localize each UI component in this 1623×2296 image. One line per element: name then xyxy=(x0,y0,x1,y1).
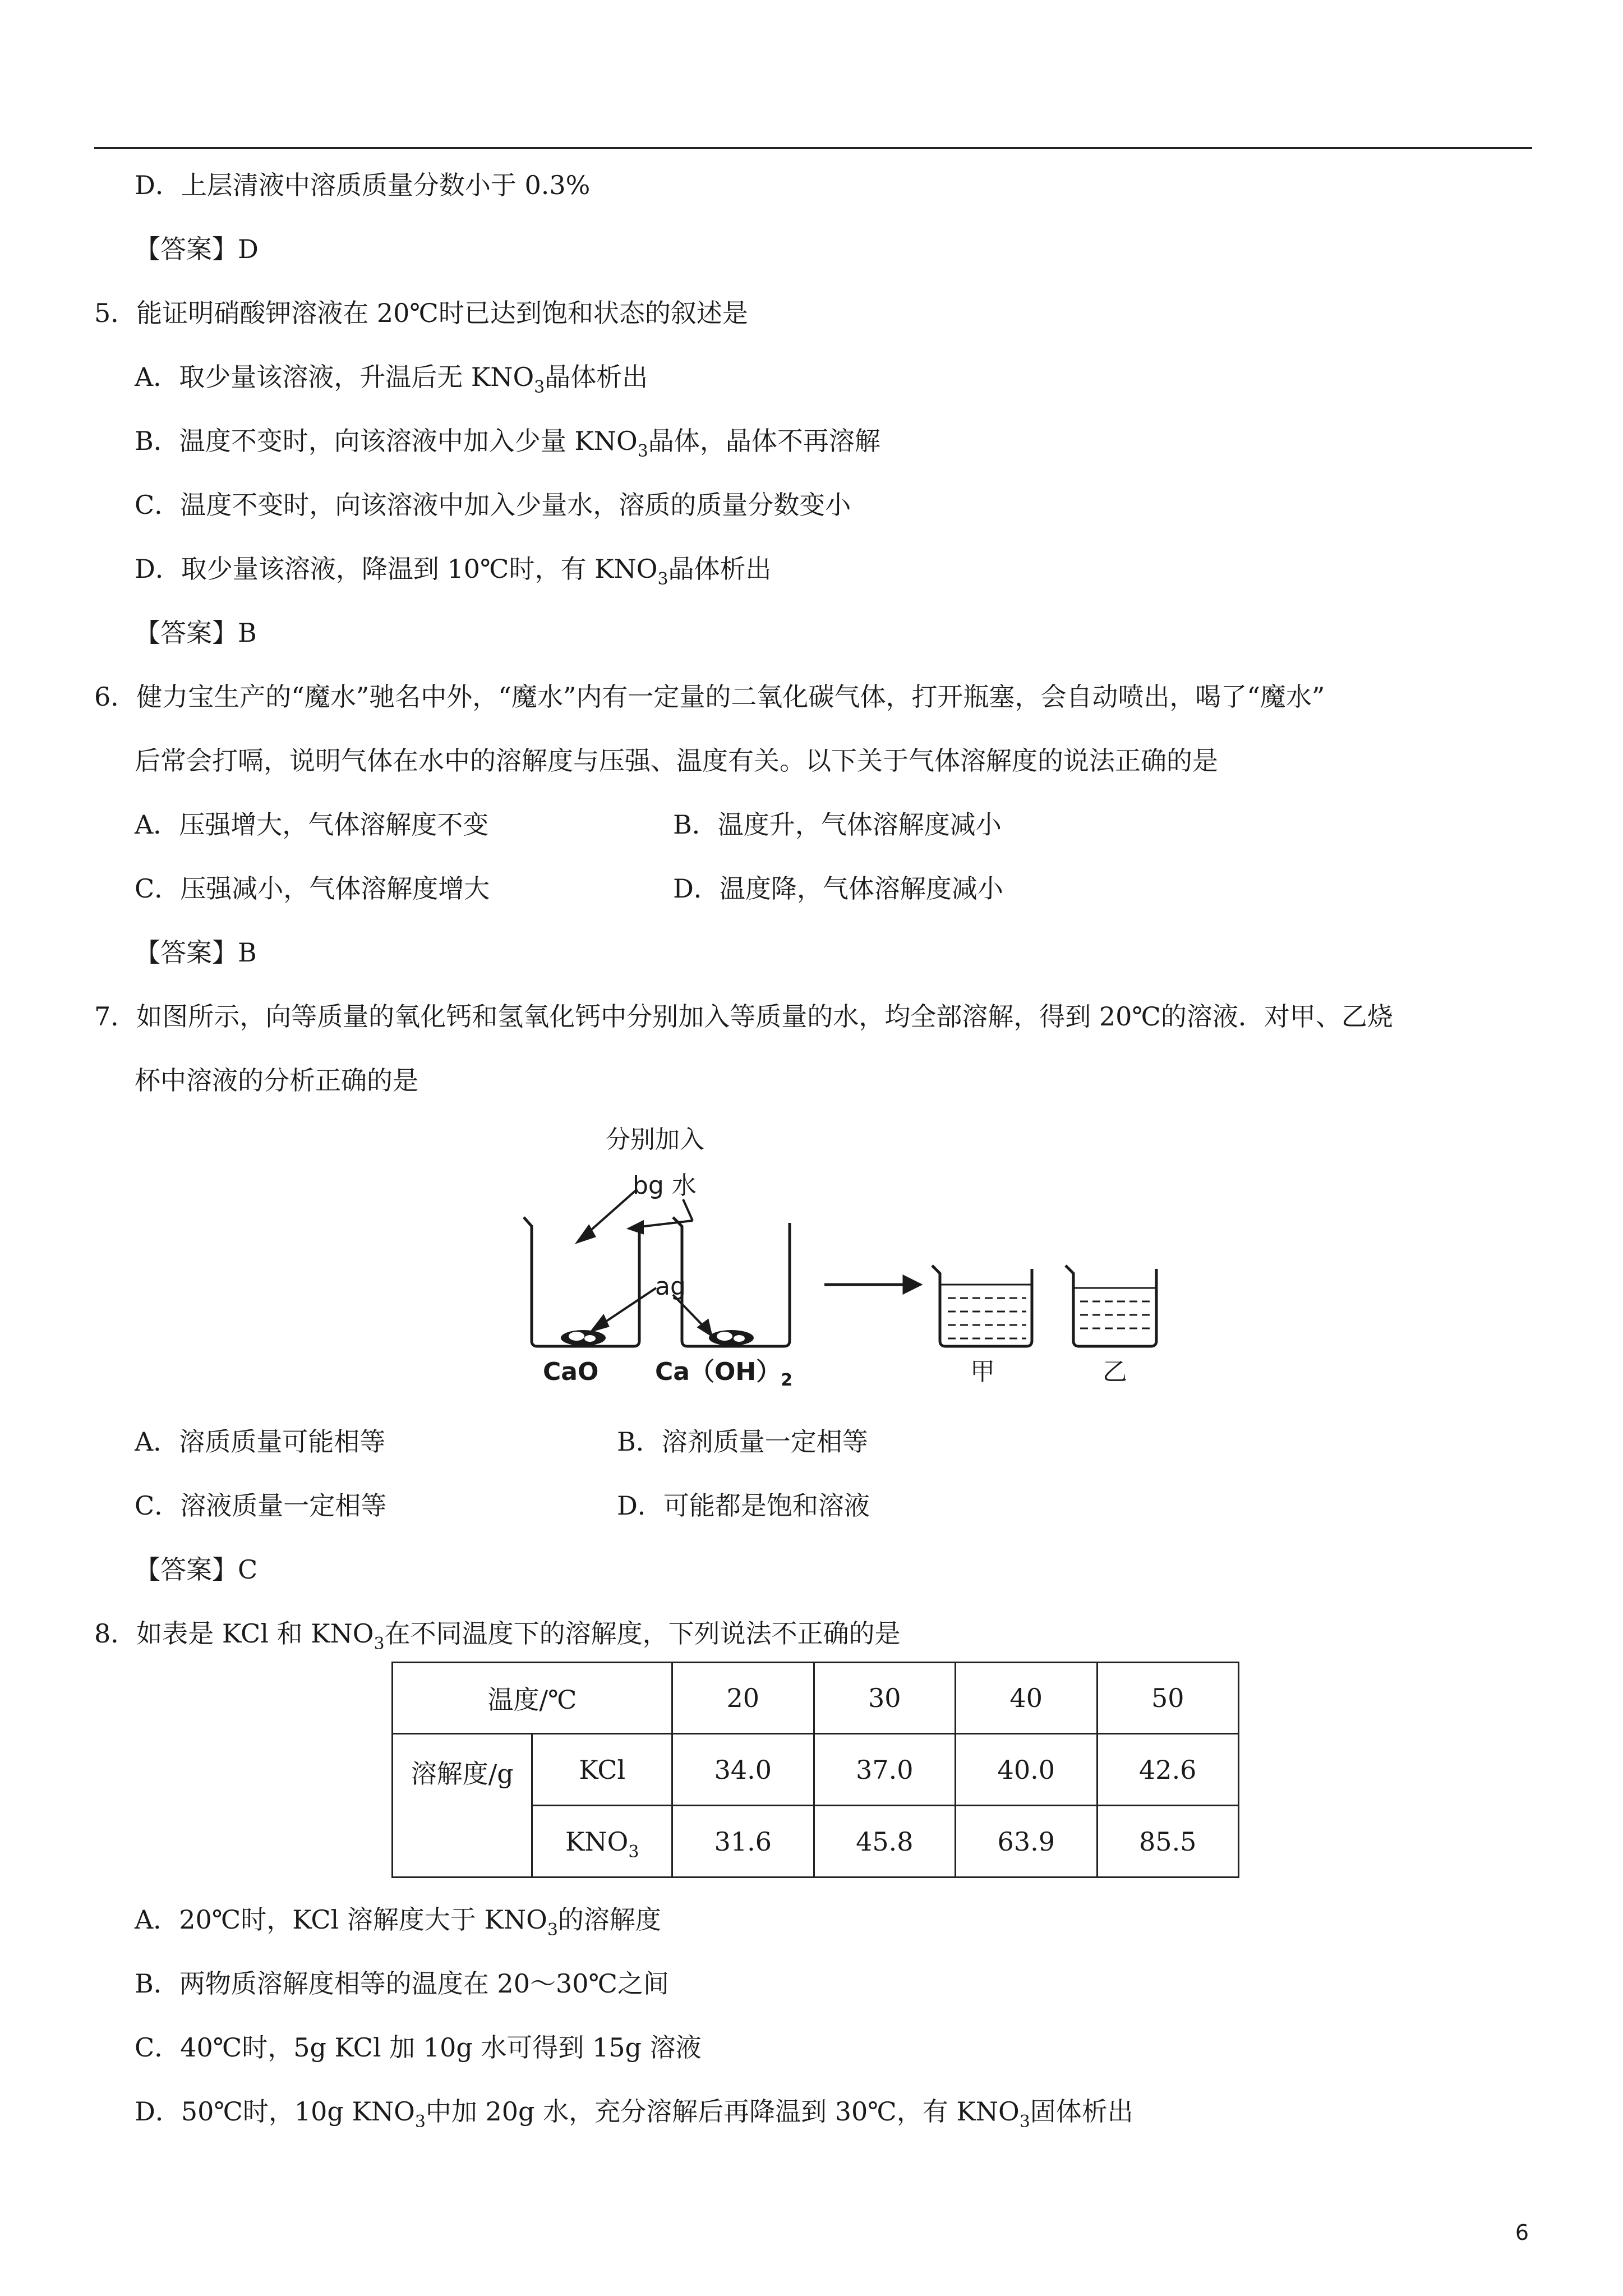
temp-cell: 40 xyxy=(956,1663,1097,1734)
q7-answer: 【答案】C xyxy=(135,1554,258,1585)
q5-option-a: A．取少量该溶液，升温后无 $KNO_3$晶体析出 xyxy=(135,362,648,397)
q6-option-a: A．压强增大，气体溶解度不变 xyxy=(135,809,489,840)
kcl-value-cell: 34.0 xyxy=(672,1734,814,1806)
q7-stem-line2: 杯中溶液的分析正确的是 xyxy=(135,1065,418,1096)
label-cao: CaO xyxy=(543,1358,599,1386)
q4-option-d: D．上层清液中溶质质量分数小于 0.3% xyxy=(135,170,591,200)
q5-option-d: D．取少量该溶液，降温到 10℃时，有 $KNO_3$晶体析出 xyxy=(135,554,772,589)
label-jia: 甲 xyxy=(970,1358,995,1386)
q6-answer: 【答案】B xyxy=(135,937,257,968)
q7-figure xyxy=(505,1116,1189,1397)
q7-option-a: A．溶质质量可能相等 xyxy=(135,1427,386,1457)
beaker-diagram xyxy=(505,1116,1189,1397)
label-yi: 乙 xyxy=(1103,1358,1127,1386)
q5-option-c: C．温度不变时，向该溶液中加入少量水，溶质的质量分数变小 xyxy=(135,490,851,520)
process-arrow xyxy=(824,1277,920,1292)
q5-stem: 5．能证明硝酸钾溶液在 20℃时已达到饱和状态的叙述是 xyxy=(94,298,748,328)
q5-option-b: B．温度不变时，向该溶液中加入少量 $KNO_3$晶体，晶体不再溶解 xyxy=(135,426,880,461)
table-row xyxy=(393,1734,1239,1806)
cao-solid xyxy=(561,1330,606,1346)
label-caoh2: $Ca(OH)_2$ xyxy=(655,1358,793,1390)
beaker-yi xyxy=(1066,1266,1156,1346)
figure-title: 分别加入 xyxy=(606,1125,704,1154)
q8-option-c: C．40℃时，5g KCl 加 10g 水可得到 15g 溶液 xyxy=(135,2032,702,2063)
yi-solution xyxy=(1080,1301,1151,1328)
beaker-jia xyxy=(932,1266,1032,1346)
table-row xyxy=(393,1663,1239,1734)
q8-option-b: B．两物质溶解度相等的温度在 20～30℃之间 xyxy=(135,1968,669,1999)
solubility-header-cell: 溶解度/g xyxy=(393,1734,532,1878)
kno3-value-cell: 85.5 xyxy=(1097,1806,1239,1878)
jia-solution xyxy=(948,1298,1026,1338)
kcl-value-cell: 37.0 xyxy=(814,1734,955,1806)
kno3-value-cell: 45.8 xyxy=(814,1806,955,1878)
q7-option-b: B．溶剂质量一定相等 xyxy=(617,1427,868,1457)
header-rule xyxy=(94,147,1532,149)
temp-cell: 50 xyxy=(1097,1663,1239,1734)
kcl-value-cell: 40.0 xyxy=(956,1734,1097,1806)
q8-option-a: A．20℃时，KCl 溶解度大于 $KNO_3$的溶解度 xyxy=(135,1904,661,1940)
kno3-value-cell: 63.9 xyxy=(956,1806,1097,1878)
water-label: bg 水 xyxy=(633,1171,697,1200)
kno3-value-cell: 31.6 xyxy=(672,1806,814,1878)
solid-label: ag xyxy=(655,1272,686,1301)
q5-answer: 【答案】B xyxy=(135,618,257,648)
q7-option-c: C．溶液质量一定相等 xyxy=(135,1490,387,1521)
page-number: 6 xyxy=(1515,2220,1529,2245)
water-arrows xyxy=(578,1189,711,1335)
q8-option-d: D．50℃时，10g $KNO_3$中加 20g 水，充分溶解后再降温到 30℃，有 $KNO_3$固体析出 xyxy=(135,2096,1133,2132)
temp-header-cell: 温度/℃ xyxy=(393,1663,672,1734)
q6-option-d: D．温度降，气体溶解度减小 xyxy=(673,873,1003,904)
q8-stem: 8．如表是 KCl 和 $KNO_3$在不同温度下的溶解度，下列说法不正确的是 xyxy=(94,1618,901,1654)
q7-option-d: D．可能都是饱和溶液 xyxy=(617,1490,870,1521)
q6-stem-line1: 6．健力宝生产的“魔水”驰名中外，“魔水”内有一定量的二氧化碳气体，打开瓶塞，会自动喷出，喝了“魔水” xyxy=(94,682,1325,712)
kcl-label-cell: KCl xyxy=(532,1734,672,1806)
q6-option-b: B．温度升，气体溶解度减小 xyxy=(673,809,1002,840)
q4-answer: 【答案】D xyxy=(135,234,259,264)
temp-cell: 30 xyxy=(814,1663,955,1734)
kno3-label-cell: $KNO_3$ xyxy=(532,1806,672,1878)
temp-cell: 20 xyxy=(672,1663,814,1734)
q7-stem-line1: 7．如图所示，向等质量的氧化钙和氢氧化钙中分别加入等质量的水，均全部溶解，得到 20℃的溶液．对甲、乙烧 xyxy=(94,1001,1393,1032)
q6-option-c: C．压强减小，气体溶解度增大 xyxy=(135,873,490,904)
caoh2-solid xyxy=(709,1330,754,1346)
beaker-caoh2 xyxy=(673,1217,790,1346)
kcl-value-cell: 42.6 xyxy=(1097,1734,1239,1806)
q6-stem-line2: 后常会打嗝，说明气体在水中的溶解度与压强、温度有关。以下关于气体溶解度的说法正确的是 xyxy=(135,746,1218,776)
solubility-table xyxy=(391,1662,1239,1878)
